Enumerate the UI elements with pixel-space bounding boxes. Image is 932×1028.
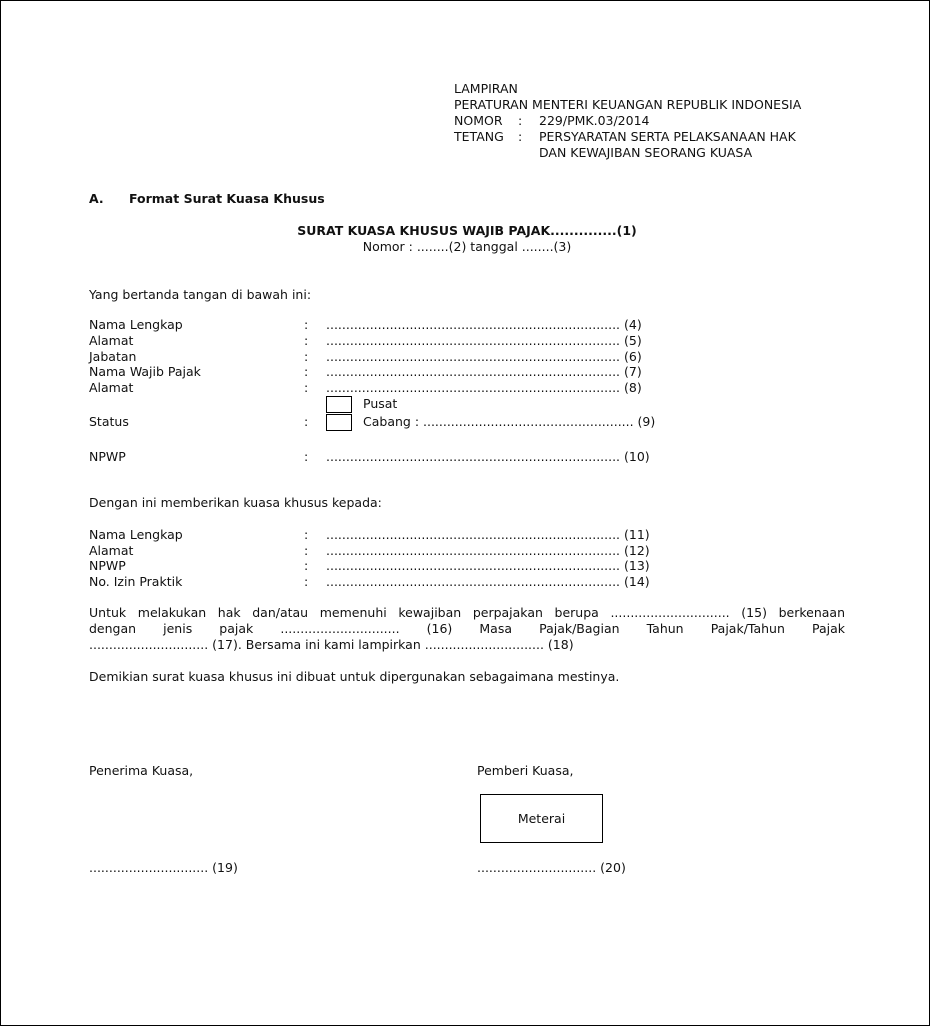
meterai-stamp-box (480, 794, 603, 843)
grantee-label-nama-lengkap: Nama Lengkap (89, 527, 183, 542)
grantee-label-npwp: NPWP (89, 558, 126, 573)
field-colon: : (304, 558, 309, 573)
grantee-value-12: .......................................................................... (12) (326, 543, 650, 558)
status-cabang-checkbox[interactable] (326, 414, 352, 431)
header-nomor-colon: : (518, 113, 523, 128)
receiver-signature-line-19: .............................. (19) (89, 860, 238, 875)
field-colon: : (304, 333, 309, 348)
field-label-npwp: NPWP (89, 449, 126, 464)
document-subtitle: Nomor : ........(2) tanggal ........(3) (362, 239, 572, 254)
field-colon: : (304, 543, 309, 558)
giver-signature-line-20: .............................. (20) (477, 860, 626, 875)
header-tetang-line2: DAN KEWAJIBAN SEORANG KUASA (539, 145, 753, 160)
field-colon: : (304, 364, 309, 379)
header-tetang-label: TETANG (454, 129, 504, 144)
field-colon: : (304, 317, 309, 332)
header-peraturan: PERATURAN MENTERI KEUANGAN REPUBLIK INDONESIA (454, 97, 802, 112)
field-label-nama-wajib-pajak: Nama Wajib Pajak (89, 364, 201, 379)
field-value-10: .......................................................................... (10) (326, 449, 650, 464)
grantee-label-izin-praktik: No. Izin Praktik (89, 574, 183, 589)
intro-text: Yang bertanda tangan di bawah ini: (89, 287, 312, 302)
status-cabang-value-9: Cabang : ..................................................... (9) (363, 414, 656, 429)
grant-intro-text: Dengan ini memberikan kuasa khusus kepada: (89, 495, 382, 510)
purpose-line-2: dengan jenis pajak .............................. (16) Masa Pajak/Bagian Tahun Pajak/Tahun Pajak (89, 621, 845, 636)
field-colon: : (304, 349, 309, 364)
receiver-label: Penerima Kuasa, (89, 763, 194, 778)
closing-text: Demikian surat kuasa khusus ini dibuat untuk dipergunakan sebagaimana mestinya. (89, 669, 620, 684)
field-value-8: .......................................................................... (8) (326, 380, 642, 395)
section-title: Format Surat Kuasa Khusus (129, 191, 325, 206)
field-colon: : (304, 380, 309, 395)
field-value-7: .......................................................................... (7) (326, 364, 642, 379)
header-nomor-label: NOMOR (454, 113, 503, 128)
field-label-alamat-wp: Alamat (89, 380, 134, 395)
purpose-line-3: .............................. (17). Bersama ini kami lampirkan .............................. (18) (89, 637, 574, 652)
field-colon: : (304, 449, 309, 464)
grantee-label-alamat: Alamat (89, 543, 134, 558)
field-value-4: .......................................................................... (4) (326, 317, 642, 332)
field-value-6: .......................................................................... (6) (326, 349, 642, 364)
field-colon: : (304, 414, 309, 429)
field-label-nama-lengkap: Nama Lengkap (89, 317, 183, 332)
grantee-value-11: .......................................................................... (11) (326, 527, 650, 542)
field-label-status: Status (89, 414, 129, 429)
grantee-value-13: .......................................................................... (13) (326, 558, 650, 573)
header-nomor-value: 229/PMK.03/2014 (539, 113, 650, 128)
field-colon: : (304, 574, 309, 589)
grantee-value-14: .......................................................................... (14) (326, 574, 650, 589)
giver-label: Pemberi Kuasa, (477, 763, 574, 778)
purpose-line-1: Untuk melakukan hak dan/atau memenuhi kewajiban perpajakan berupa .............................. (15) berkenaan (89, 605, 845, 620)
field-label-alamat: Alamat (89, 333, 134, 348)
header-tetang-line1: PERSYARATAN SERTA PELAKSANAAN HAK (539, 129, 796, 144)
field-colon: : (304, 527, 309, 542)
document-title: SURAT KUASA KHUSUS WAJIB PAJAK..............(1) (297, 223, 637, 238)
status-pusat-checkbox[interactable] (326, 396, 352, 413)
status-pusat-label: Pusat (363, 396, 398, 411)
section-letter: A. (89, 191, 104, 206)
field-value-5: .......................................................................... (5) (326, 333, 642, 348)
field-label-jabatan: Jabatan (89, 349, 137, 364)
header-lampiran: LAMPIRAN (454, 81, 518, 96)
meterai-label: Meterai (517, 811, 566, 826)
header-tetang-colon: : (518, 129, 523, 144)
